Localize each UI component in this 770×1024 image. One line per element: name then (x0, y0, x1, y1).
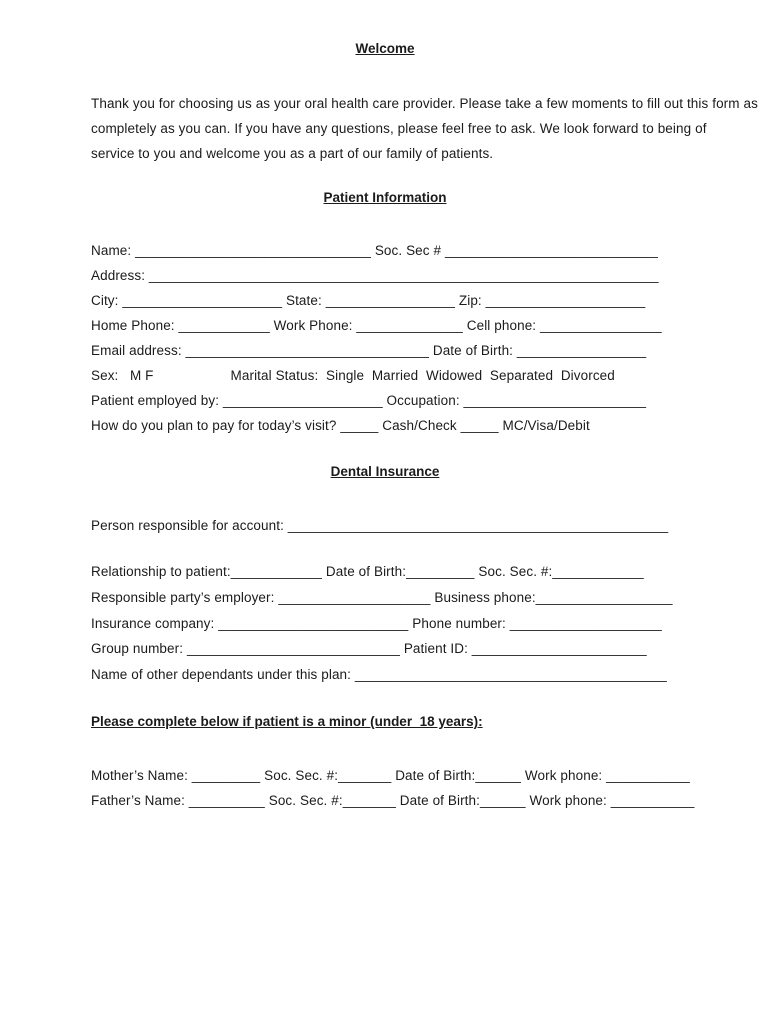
phones-line: Home Phone: ____________ Work Phone: ______________ Cell phone: ________________ (91, 318, 662, 333)
patient-information-section (91, 238, 720, 438)
intro-line-2: completely as you can. If you have any questions, please feel free to ask. We look forward to being of (91, 121, 707, 136)
minor-section (91, 763, 720, 813)
group-number-patient-id-line: Group number: ____________________________ Patient ID: _______________________ (91, 641, 647, 657)
sex-marital-status-line: Sex: M F Marital Status: Single Married Widowed Separated Divorced (91, 368, 615, 383)
intro-line-3: service to you and welcome you as a part of our family of patients. (91, 146, 494, 161)
relationship-dob-ssn-line: Relationship to patient:____________ Date of Birth:_________ Soc. Sec. #:____________ (91, 564, 644, 579)
responsible-party-line: Person responsible for account: __________________________________________________ (91, 518, 669, 533)
patient-information-heading: Patient Information (323, 190, 447, 205)
email-dob-line: Email address: ________________________________ Date of Birth: _________________ (91, 343, 647, 358)
other-dependants-line: Name of other dependants under this plan: _________________________________________ (91, 667, 667, 683)
welcome-heading: Welcome (355, 41, 415, 56)
dental-insurance-section (91, 559, 720, 688)
insurance-company-phone-line: Insurance company: _________________________ Phone number: ____________________ (91, 615, 662, 631)
employer-business-phone-line: Responsible party’s employer: ____________________ Business phone:__________________ (91, 589, 673, 605)
payment-method-line: How do you plan to pay for today’s visit? _____ Cash/Check _____ MC/Visa/Debit (91, 418, 590, 433)
employer-occupation-line: Patient employed by: _____________________ Occupation: ________________________ (91, 393, 647, 408)
intro-paragraph (91, 91, 758, 166)
minor-section-heading: Please complete below if patient is a minor (under 18 years): (91, 713, 483, 729)
dental-insurance-heading: Dental Insurance (330, 464, 440, 479)
name-ssn-line: Name: _______________________________ Soc. Sec # ____________________________ (91, 243, 658, 258)
father-info-line: Father’s Name: __________ Soc. Sec. #:_______ Date of Birth:______ Work phone: ___________ (91, 792, 695, 808)
city-state-zip-line: City: _____________________ State: _________________ Zip: _____________________ (91, 293, 646, 308)
mother-info-line: Mother’s Name: _________ Soc. Sec. #:_______ Date of Birth:______ Work phone: ___________ (91, 767, 690, 783)
intro-line-1: Thank you for choosing us as your oral health care provider. Please take a few moments to fill out this form as (91, 96, 758, 111)
address-line: Address: ___________________________________________________________________ (91, 268, 659, 283)
responsible-party-section (91, 513, 720, 538)
